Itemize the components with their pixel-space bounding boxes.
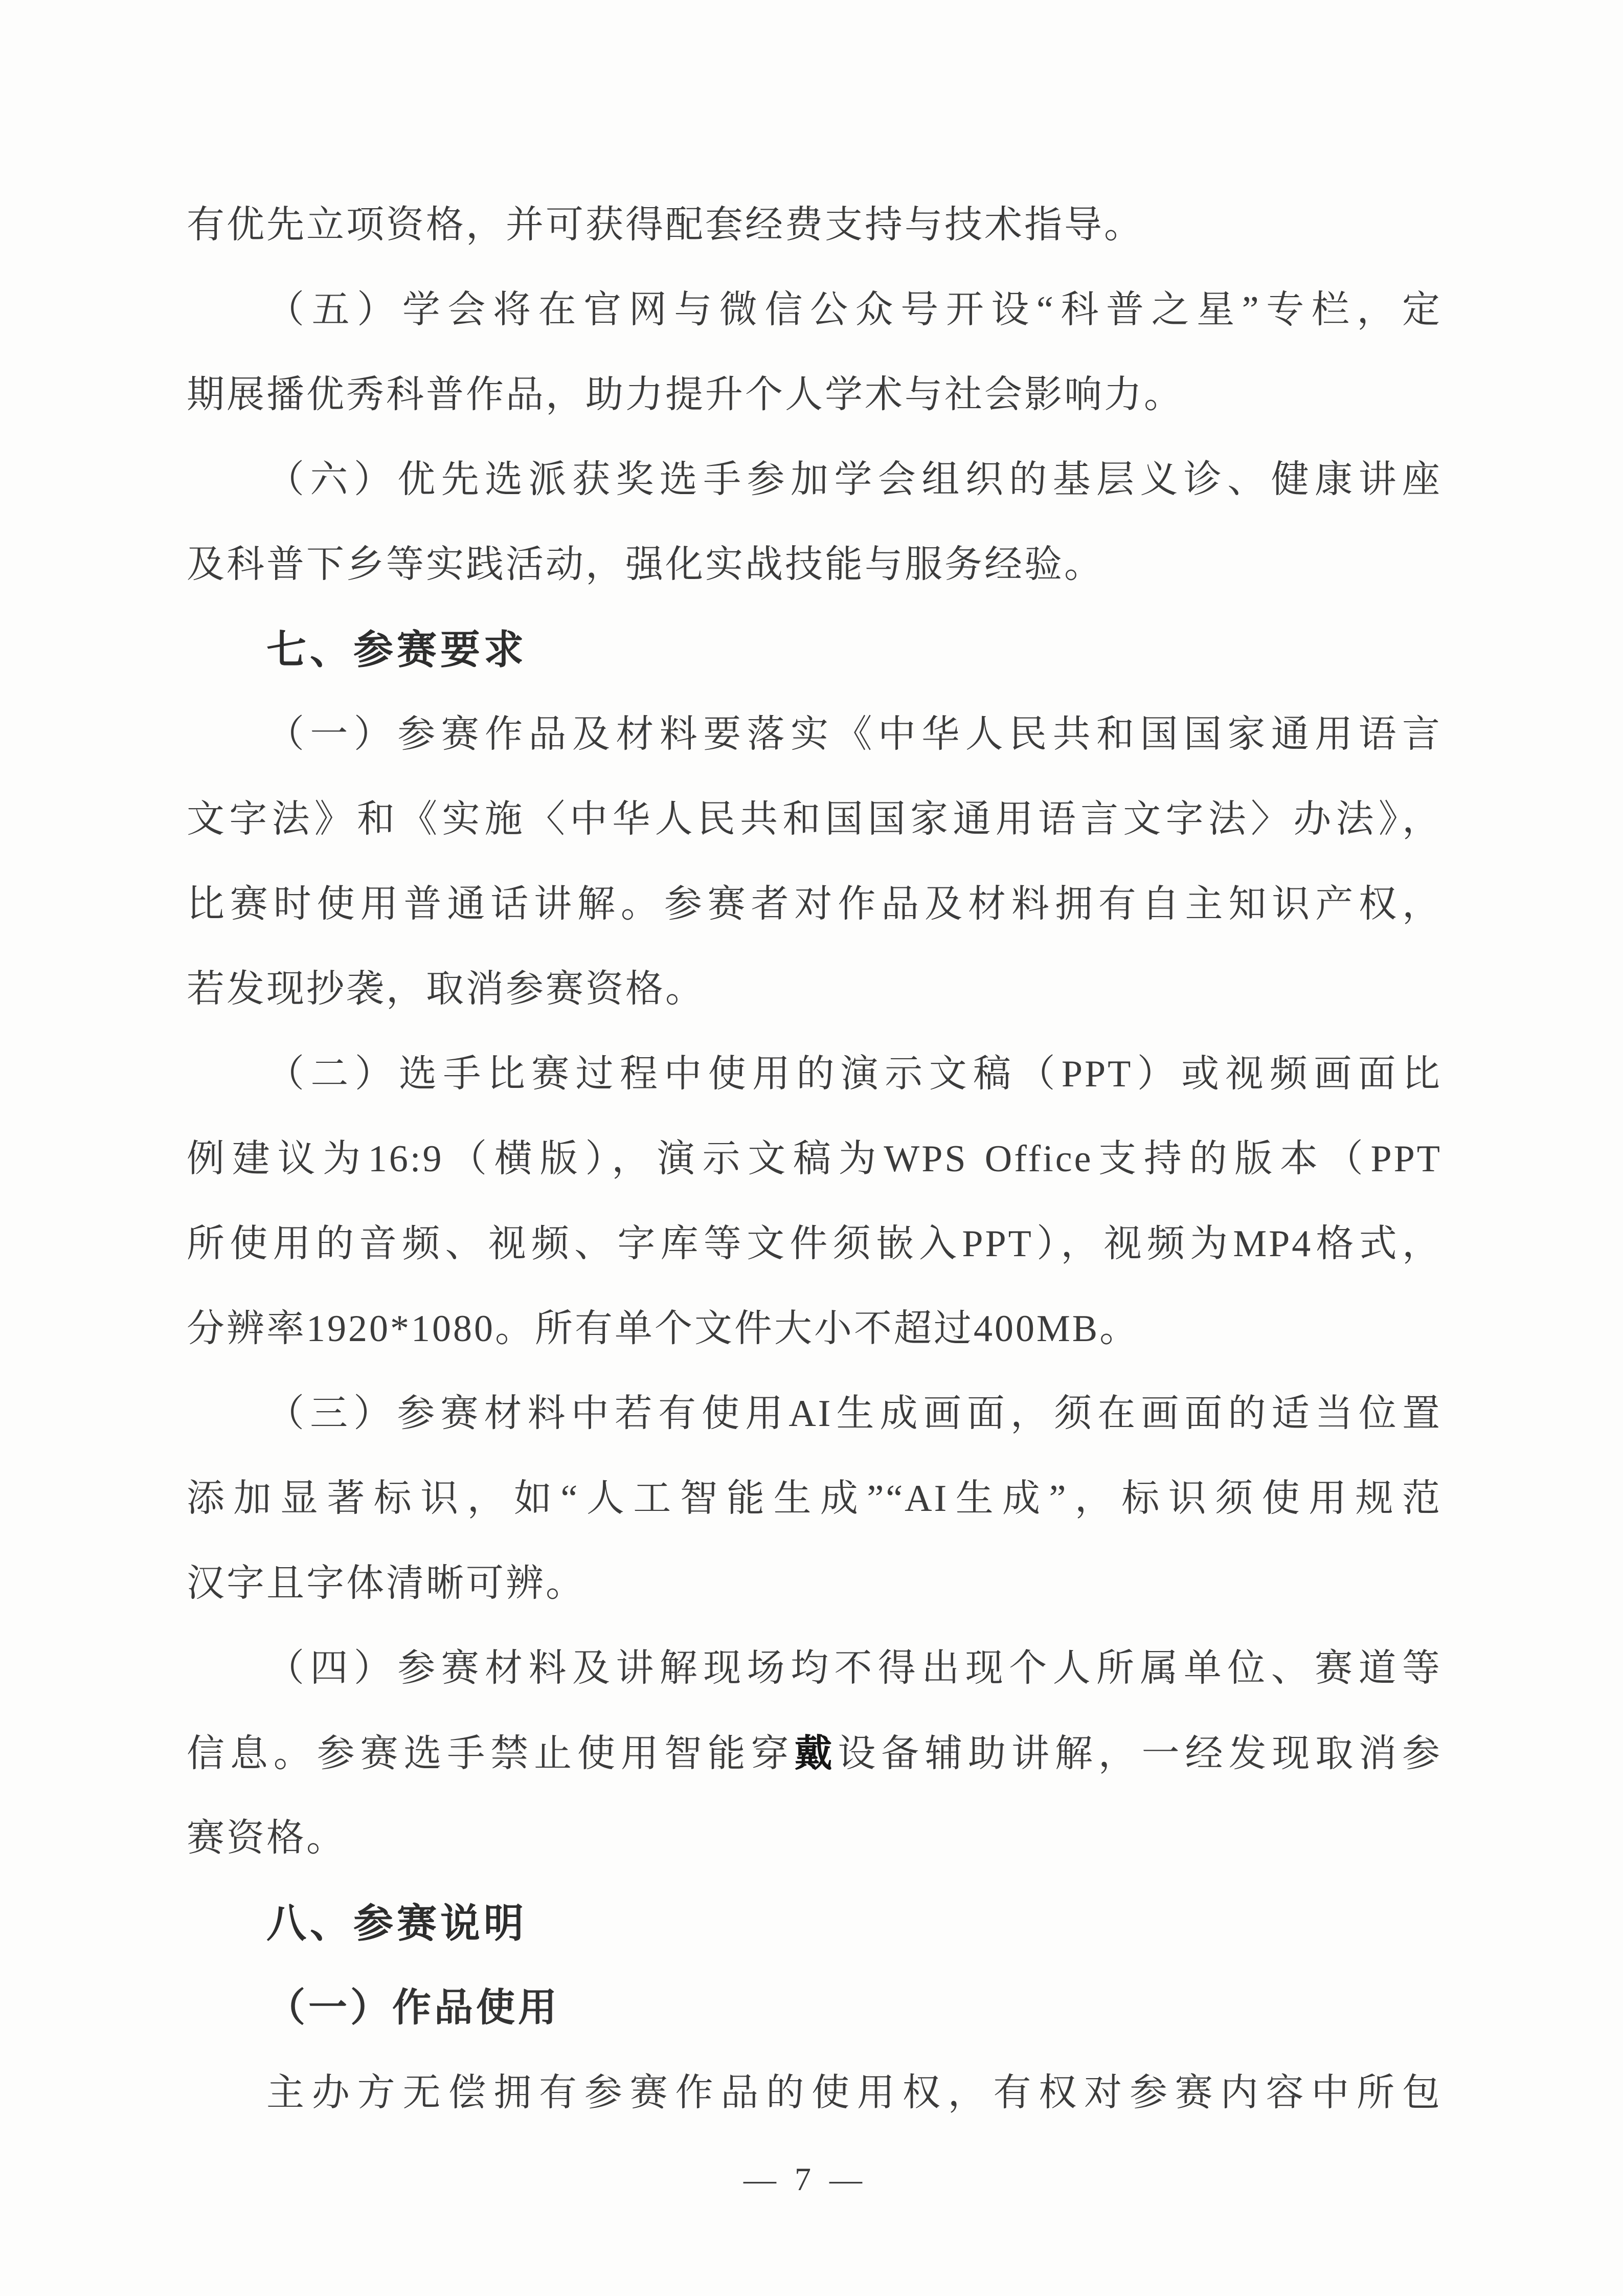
section7-item1-line3: 比赛时使用普通话讲解。参赛者对作品及材料拥有自主知识产权， [187,883,1442,925]
document-text-block [187,183,1442,2135]
page-number: — 7 — [743,2161,867,2197]
section7-item4-line2-text-before: 信息。参赛选手禁止使用智能穿 [187,1733,795,1775]
section7-item3-line3: 汉字且字体清晰可辨。 [187,1563,585,1604]
item6-line2: 及科普下乡等实践活动，强化实战技能与服务经验。 [187,544,1104,586]
section7-item2-line3: 所使用的音频、视频、字库等文件须嵌入PPT），视频为MP4格式， [187,1223,1442,1265]
section7-item4-line2 [187,1711,1442,1796]
section7-item4-line1: （四）参赛材料及讲解现场均不得出现个人所属单位、赛道等 [266,1647,1442,1689]
section7-item3-line2: 添加显著标识，如“人工智能生成”“AI生成”，标识须使用规范 [187,1478,1442,1520]
section7-item2-line4: 分辨率1920*1080。所有单个文件大小不超过400MB。 [187,1308,1140,1350]
item5-line2: 期展播优秀科普作品，助力提升个人学术与社会影响力。 [187,374,1184,416]
section7-item1-line1: （一）参赛作品及材料要落实《中华人民共和国国家通用语言 [266,714,1442,755]
section7-item4-line3: 赛资格。 [187,1817,346,1859]
substituted-character: 戴 [794,1731,838,1775]
section7-item4-line2-text-after: 设备辅助讲解，一经发现取消参 [838,1733,1442,1775]
item6-line1: （六）优先选派获奖选手参加学会组织的基层义诊、健康讲座 [266,459,1442,501]
section8-sub1-line1: 主办方无偿拥有参赛作品的使用权，有权对参赛内容中所包 [266,2072,1442,2114]
section-heading-7: 七、参赛要求 [266,627,528,672]
section-heading-8: 八、参赛说明 [266,1901,528,1946]
item5-line1: （五）学会将在官网与微信公众号开设“科普之星”专栏，定 [266,289,1442,331]
section7-item2-line1: （二）选手比赛过程中使用的演示文稿（PPT）或视频画面比 [266,1053,1442,1095]
section7-item2-line2: 例建议为16:9（横版），演示文稿为WPS Office支持的版本（PPT [187,1138,1442,1180]
section8-subheading-1: （一）作品使用 [266,1987,560,2030]
carryover-paragraph-line: 有优先立项资格，并可获得配套经费支持与技术指导。 [187,204,1144,246]
section7-item1-line2: 文字法》和《实施〈中华人民共和国国家通用语言文字法〉办法》， [187,798,1442,840]
section7-item1-line4: 若发现抄袭，取消参赛资格。 [187,968,705,1010]
section7-item3-line1: （三）参赛材料中若有使用AI生成画面，须在画面的适当位置 [266,1393,1442,1435]
